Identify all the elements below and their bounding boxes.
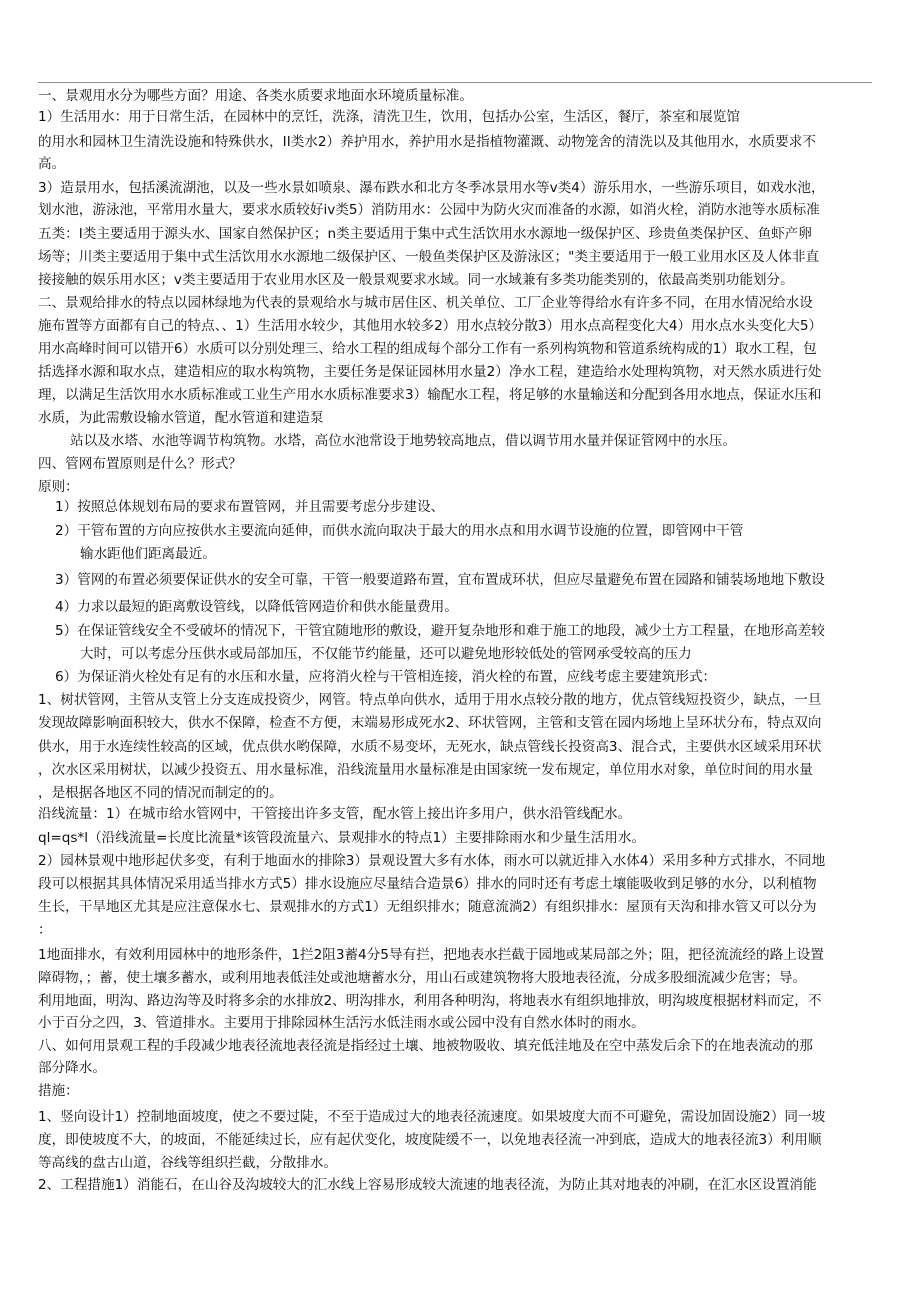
paragraph-line: 利用地面，明沟、路边沟等及时将多余的水排放2、明沟排水，利用各种明沟，将地表水有组织地排放，明沟坡度根据材料而定，不	[38, 993, 822, 1009]
principles-label: 原则：	[38, 479, 79, 495]
heading-section-8: 八、如何用景观工程的手段减少地表径流地表径流是指经过土壤、地被物吸收、填充低洼地及在空中蒸发后余下的在地表流动的那	[38, 1038, 813, 1054]
list-item-continuation: 大时，可以考虑分压供水或局部加压，不仅能节约能量，还可以避免地形较低处的管网承受较高的压力	[80, 646, 692, 662]
paragraph-line: 小于百分之四，3、管道排水。主要用于排除园林生活污水低洼雨水或公园中没有自然水体时的雨水。	[38, 1015, 645, 1031]
paragraph-line: 的用水和园林卫生清洗设施和特殊供水，II类水2）养护用水，养护用水是指植物灌溉、动物笼舍的清洗以及其他用水，水质要求不	[38, 134, 816, 150]
paragraph-line: 生长，干旱地区尤其是应注意保水七、景观排水的方式1）无组织排水；随意流淌2）有组织排水：屋顶有天沟和排水管又可以分为	[38, 899, 817, 915]
paragraph-line: 3）造景用水，包括溪流湖池，以及一些水景如喷泉、瀑布跌水和北方冬季冰景用水等v类4）游乐用水，一些游乐项目，如戏水池，	[38, 180, 825, 196]
list-item: 4）力求以最短的距离敷设管线，以降低管网造价和供水能量费用。	[55, 599, 458, 615]
measures-label: 措施：	[38, 1083, 79, 1099]
paragraph-line: 用水高峰时间可以错开6）水质可以分别处理三、给水工程的组成每个部分工作有一系列构筑物和管道系统构成的1）取水工程，包	[38, 341, 817, 357]
list-item: 5）在保证管线安全不受破坏的情况下，干管宜随地形的敷设，避开复杂地形和难于施工的地段，减少土方工程量，在地形高差较	[55, 623, 825, 639]
paragraph-line: 水质，为此需敷设输水管道，配水管道和建造泵	[38, 410, 324, 426]
paragraph-line: ，是根据各地区不同的情况而制定的的。	[38, 785, 283, 801]
paragraph-line: 场等；川类主要适用于集中式生活饮用水水源地二级保护区、一般鱼类保护区及游泳区；"类主要适用于一般工业用水区及人体非直	[38, 249, 820, 265]
paragraph-line: ：	[38, 922, 52, 938]
list-item: 1）按照总体规划布局的要求布置管网，并且需要考虑分步建设、	[55, 499, 445, 515]
paragraph-line: 1、竖向设计1）控制地面坡度，使之不要过陡，不至于造成过大的地表径流速度。如果坡度大而不可避免，需设加固设施2）同一坡	[38, 1109, 826, 1125]
paragraph-line: 理，以满足生活饮用水水质标准或工业生产用水水质标准要求3）输配水工程，将足够的水量输送和分配到各用水地点，保证水压和	[38, 387, 822, 403]
paragraph-line: 2）园林景观中地形起伏多变，有利于地面水的排除3）景观设置大多有水体，雨水可以就近排入水体4）采用多种方式排水，不同地	[38, 853, 826, 869]
list-item: 6）为保证消火栓处有足有的水压和水量，应将消火栓与干管相连接，消火栓的布置，应线考虑主要建筑形式：	[55, 669, 717, 685]
paragraph-line: 部分降水。	[38, 1060, 106, 1076]
paragraph-line: 划水池，游泳池，平常用水量大，要求水质较好iv类5）消防用水：公园中为防火灾而准备的水源，如消火栓，消防水池等水质标准	[38, 202, 820, 218]
paragraph-line: 1、树状管网，主管从支管上分支连成投资少，网管。特点单向供水，适用于用水点较分散的地方，优点管线短投资少，缺点，一旦	[38, 692, 822, 708]
paragraph-line: 括选择水源和取水点，建造相应的取水构筑物，主要任务是保证园林用水量2）净水工程，建造给水处理构筑物，对天然水质进行处	[38, 364, 822, 380]
paragraph-line: 段可以根据其具体情况采用适当排水方式5）排水设施应尽量结合造景6）排水的同时还有考虑土壤能吸收到足够的水分，以利植物	[38, 876, 817, 892]
heading-section-2: 二、景观给排水的特点以园林绿地为代表的景观给水与城市居住区、机关单位、工厂企业等得给水有许多不同，在用水情况给水设	[38, 295, 813, 311]
paragraph-line: 沿线流量：1）在城市给水管网中，干管接出许多支管，配水管上接出许多用户，供水沿管线配水。	[38, 806, 632, 822]
paragraph-line: 1）生活用水：用于日常生活，在园林中的烹饪，洗涤，清洗卫生，饮用，包括办公室，生活区，餐厅，茶室和展览馆	[38, 109, 740, 125]
paragraph-line: 1地面排水，有效利用园林中的地形条件，1拦2阻3蓄4分5导有拦，把地表水拦截于园地或某局部之外；阻，把径流流经的路上设置	[38, 947, 824, 963]
paragraph-line: 2、工程措施1）消能石，在山谷及沟坡较大的汇水线上容易形成较大流速的地表径流，为防止其对地表的冲刷，在汇水区设置消能	[38, 1177, 817, 1193]
paragraph-line: 施布置等方面都有自己的特点、、1）生活用水较少，其他用水较多2）用水点较分散3）用水点高程变化大4）用水点水头变化大5）	[38, 318, 823, 334]
list-item-continuation: 输水距他们距离最近。	[80, 546, 216, 562]
paragraph-line: 接接触的娱乐用水区；v类主要适用于农业用水区及一般景观要求水域。同一水域兼有多类功能类别的，依最高类别功能划分。	[38, 272, 794, 288]
list-item: 3）管网的布置必须要保证供水的安全可靠，干管一般要道路布置，宜布置成环状，但应尽量避免布置在园路和铺装场地地下敷设	[55, 572, 825, 588]
list-item: 2）干管布置的方向应按供水主要流向延伸，而供水流向取决于最大的用水点和用水调节设施的位置，即管网中干管	[55, 523, 744, 539]
paragraph-line: 供水，用于水连续性较高的区域，优点供水哟保障，水质不易变坏，无死水，缺点管线长投资高3、混合式，主要供水区域采用环状	[38, 739, 822, 755]
heading-section-4: 四、管网布置原则是什么？形式？	[38, 456, 242, 472]
paragraph-line: 发现故障影响面积较大，供水不保障，检查不方便，末端易形成死水2、环状管网，主管和支管在园内场地上呈环状分布，特点双向	[38, 715, 822, 731]
paragraph-line: ，次水区采用树状，以减少投资五、用水量标准，沿线流量用水量标准是由国家统一发布规定，单位用水对象，单位时间的用水量	[38, 762, 813, 778]
paragraph-line: 度，即使坡度不大，的坡面，不能延续过长，应有起伏变化，坡度陡缓不一，以免地表径流一冲到底，造成大的地表径流3）利用顺	[38, 1132, 822, 1148]
formula-line: ql=qs*l（沿线流量=长度比流量*该管段流量六、景观排水的特点1）主要排除雨水和少量生活用水。	[38, 830, 646, 846]
paragraph-line: 等高线的盘古山道，谷线等组织拦截，分散排水。	[38, 1155, 338, 1171]
paragraph-line: 障碍物，；蓄，使土壤多蓄水，或利用地表低洼处或池塘蓄水分，用山石或建筑物将大股地表径流，分成多股细流减少危害；导。	[38, 970, 807, 986]
paragraph-line: 站以及水塔、水池等调节构筑物。水塔，高位水池常设于地势较高地点，借以调节用水量并保证管网中的水压。	[70, 433, 737, 449]
header-rule-divider	[38, 82, 872, 83]
paragraph-line: 高。	[38, 156, 66, 172]
heading-section-1: 一、景观用水分为哪些方面？用途、各类水质要求地面水环境质量标准。	[38, 88, 473, 104]
paragraph-line: 五类：I类主要适用于源头水、国家自然保护区；n类主要适用于集中式生活饮用水水源地一级保护区、珍贵鱼类保护区、鱼虾产卵	[38, 226, 812, 242]
